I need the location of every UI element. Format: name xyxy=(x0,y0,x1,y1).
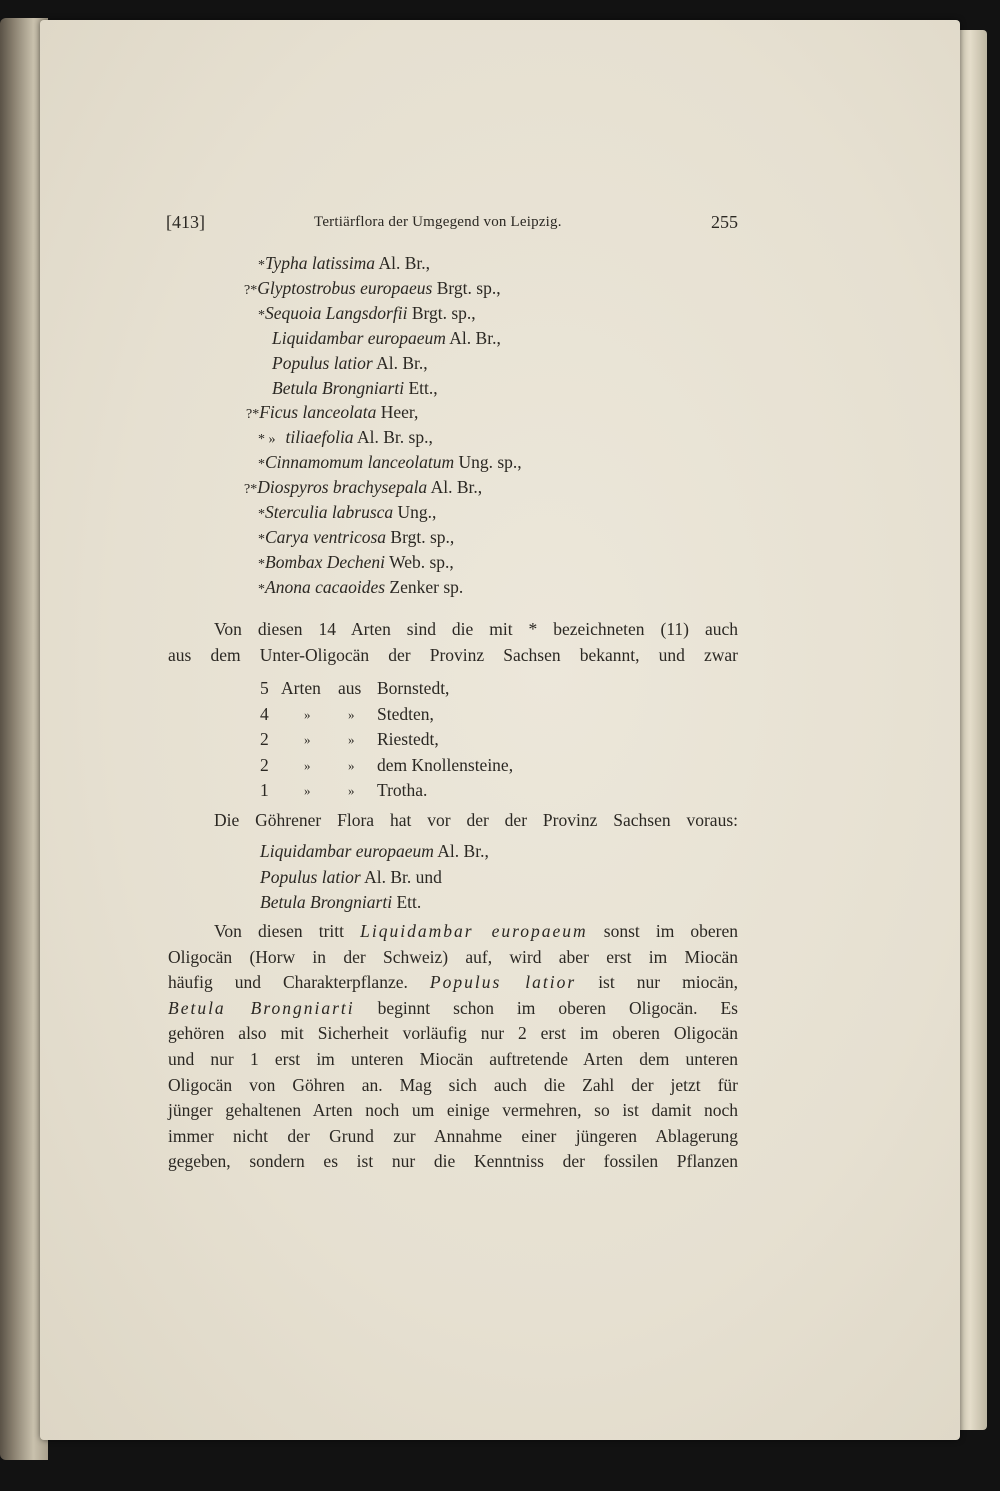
species-marker: * xyxy=(258,258,265,273)
text-run: Oligocän (Horw in der Schweiz) auf, wird aber erst im Miocän xyxy=(168,946,738,967)
species-entry xyxy=(272,353,428,374)
species-name: Betula Brongniarti xyxy=(272,377,405,398)
species-author: Al. Br., xyxy=(430,477,483,498)
paragraph-line xyxy=(168,1126,738,1147)
species-marker: * xyxy=(258,507,265,522)
species-entry xyxy=(244,278,501,299)
extra-species-entry xyxy=(260,867,442,888)
species-name: Betula Brongniarti xyxy=(260,892,393,912)
text-run: und nur 1 erst im unteren Miocän auftretende Arten dem unteren xyxy=(168,1049,738,1069)
species-name: Anona cacaoides xyxy=(265,576,386,597)
locality-word: » xyxy=(304,706,311,722)
species-marker: * xyxy=(258,307,265,323)
species-name: Sequoia Langsdorfii xyxy=(265,302,408,323)
species-entry xyxy=(246,402,418,423)
locality-place: Bornstedt, xyxy=(377,678,450,698)
species-author: Al. Br. sp., xyxy=(356,427,433,448)
text-run: Von diesen tritt xyxy=(214,921,361,941)
paragraph-line xyxy=(168,947,738,968)
species-author: Al. Br., xyxy=(437,841,489,861)
species-author: Al. Br., xyxy=(376,352,428,373)
locality-word: » xyxy=(348,757,355,773)
species-author: Heer, xyxy=(380,402,419,423)
locality-word: Arten xyxy=(281,678,321,698)
text-run: beginnt schon im oberen Oligocän. Es xyxy=(354,997,738,1018)
text-run: ist nur miocän, xyxy=(576,972,738,993)
paragraph-line xyxy=(168,1100,738,1121)
species-entry xyxy=(244,477,482,498)
extra-species-entry xyxy=(260,892,421,913)
locality-place: Stedten, xyxy=(377,703,434,724)
locality-count: 2 xyxy=(260,754,269,775)
species-author: Zenker sp. xyxy=(389,576,464,597)
species-marker: * » xyxy=(258,432,276,448)
locality-count: 2 xyxy=(260,729,269,749)
text-run: Oligocän von Göhren an. Mag sich auch die Zahl der jetzt für xyxy=(168,1074,738,1095)
paragraph-line: Von diesen 14 Arten sind die mit * bezeichneten (11) auch xyxy=(214,619,738,639)
species-marker: * xyxy=(258,581,265,597)
species-entry xyxy=(258,552,454,573)
species-entry xyxy=(258,527,454,548)
species-author: Ung. sp., xyxy=(458,452,522,473)
species-author: Al. Br., xyxy=(449,327,501,348)
species-marker: ?* xyxy=(246,407,260,423)
locality-place: Trotha. xyxy=(377,780,428,800)
species-name: Ficus lanceolata xyxy=(259,402,377,423)
species-author: Brgt. sp., xyxy=(390,526,455,547)
paragraph-line xyxy=(168,1075,738,1096)
spaced-species-name: Liquidambar europaeum xyxy=(360,921,588,941)
text-run: immer nicht der Grund zur Annahme einer jüngeren Ablagerung xyxy=(168,1125,738,1146)
text-run: sonst im oberen xyxy=(587,921,738,941)
species-name: Bombax Decheni xyxy=(265,551,386,572)
species-author: Ung., xyxy=(397,502,437,522)
locality-word: » xyxy=(348,732,355,747)
locality-word: » xyxy=(304,732,311,747)
paragraph-line xyxy=(168,998,738,1019)
species-name: Diospyros brachysepala xyxy=(257,477,428,498)
text-run: jünger gehaltenen Arten noch um einige vermehren, so ist damit noch xyxy=(168,1100,738,1121)
paragraph-line xyxy=(168,1049,738,1070)
text-run: häufig und Charakterpflanze. xyxy=(168,972,430,993)
locality-word: » xyxy=(348,706,355,722)
species-entry xyxy=(272,328,501,349)
species-author: Web. sp., xyxy=(389,551,454,572)
species-marker: ?* xyxy=(244,282,258,298)
species-name: Sterculia labrusca xyxy=(265,502,394,522)
header-section-number: [413] xyxy=(166,212,205,232)
species-name: Glyptostrobus europaeus xyxy=(257,277,433,298)
species-author: Al. Br. und xyxy=(364,866,442,887)
locality-place: dem Knollensteine, xyxy=(377,754,514,775)
paragraph-line xyxy=(168,1023,738,1044)
extra-species-entry xyxy=(260,841,489,862)
species-entry xyxy=(258,303,476,324)
species-name: tiliaefolia xyxy=(285,427,354,448)
running-header xyxy=(166,212,738,240)
species-marker: ?* xyxy=(244,482,258,498)
species-name: Cinnamomum lanceolatum xyxy=(265,452,455,473)
locality-place: Riestedt, xyxy=(377,729,439,749)
spaced-species-name: Betula Brongniarti xyxy=(168,997,355,1018)
text-run: gegeben, sondern es ist nur die Kenntniss der fossilen Pflanzen xyxy=(168,1151,738,1172)
paragraph-line xyxy=(168,972,738,993)
species-marker: * xyxy=(258,457,265,473)
species-marker: * xyxy=(258,556,265,572)
species-entry xyxy=(258,253,430,274)
species-entry xyxy=(272,378,438,399)
locality-word: » xyxy=(348,783,355,798)
species-author: Brgt. sp., xyxy=(411,302,476,323)
paragraph-line xyxy=(168,1151,738,1172)
species-name: Liquidambar europaeum xyxy=(272,327,446,348)
header-title: Tertiärflora der Umgegend von Leipzig. xyxy=(314,214,562,230)
locality-count: 1 xyxy=(260,780,269,800)
species-entry xyxy=(258,427,433,448)
paragraph-line xyxy=(214,921,738,942)
locality-word: » xyxy=(304,783,311,798)
text-run: gehören also mit Sicherheit vorläufig nur 2 erst im oberen Oligocän xyxy=(168,1023,738,1044)
species-author: Al. Br., xyxy=(378,253,431,273)
species-entry xyxy=(258,502,436,523)
species-name: Populus latior xyxy=(272,352,373,373)
species-author: Ett. xyxy=(396,892,422,912)
species-name: Populus latior xyxy=(260,866,361,887)
locality-word: aus xyxy=(338,678,362,698)
species-name: Liquidambar europaeum xyxy=(260,841,434,861)
species-entry xyxy=(258,577,463,598)
page-number: 255 xyxy=(711,212,738,232)
species-entry xyxy=(258,452,522,473)
paragraph-line: aus dem Unter-Oligocän der Provinz Sachsen bekannt, und zwar xyxy=(168,645,738,665)
spaced-species-name: Populus latior xyxy=(429,972,577,993)
species-author: Brgt. sp., xyxy=(436,277,501,298)
species-author: Ett., xyxy=(408,377,438,398)
species-name: Carya ventricosa xyxy=(265,526,387,547)
locality-count: 5 xyxy=(260,678,269,698)
locality-count: 4 xyxy=(260,703,269,724)
locality-word: » xyxy=(304,757,311,773)
species-marker: * xyxy=(258,531,265,547)
paragraph-line: Die Göhrener Flora hat vor der der Provinz Sachsen voraus: xyxy=(214,810,738,830)
species-name: Typha latissima xyxy=(265,253,376,273)
